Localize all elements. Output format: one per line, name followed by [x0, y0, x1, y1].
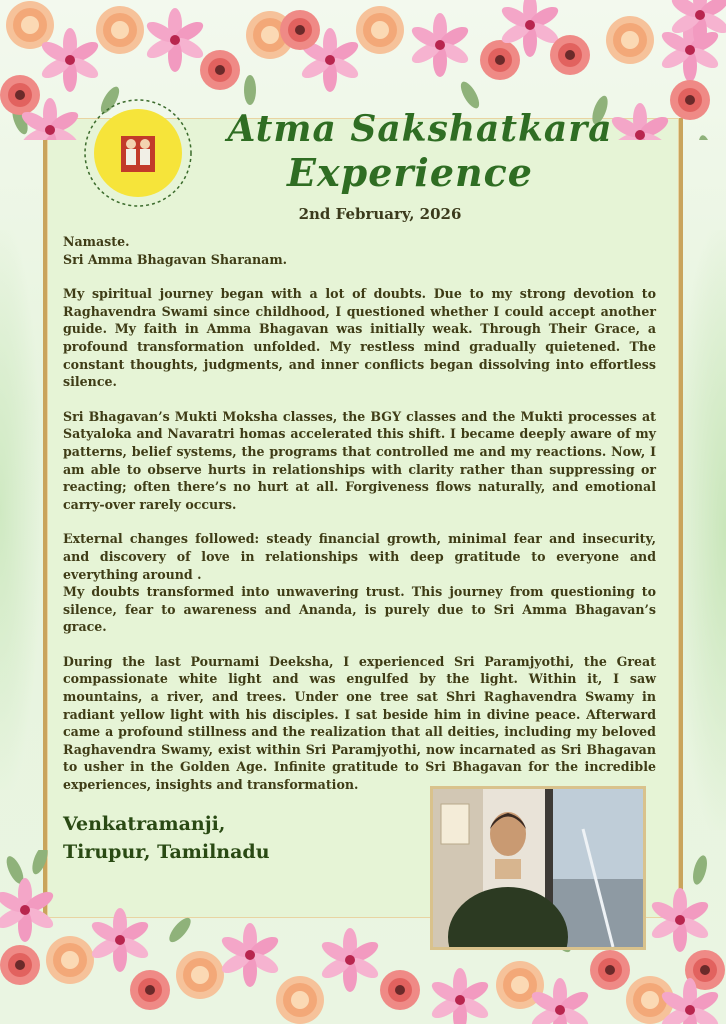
title-line-2: Experience: [287, 150, 533, 195]
author-photo: [430, 786, 646, 950]
title-line-1: Atma Sakshatkara: [227, 108, 613, 150]
paragraph-1: My spiritual journey began with a lot of doubts. Due to my strong devotion to Raghavendra Swami since childhood, I questioned whether I could accept another guide. My faith in Amma Bhagavan was initially weak. Through Their Grace, a profound transformation unfolded. My restless mind gradually quietened. The constant thoughts, judgments, and inner conflicts began dissolving into effortless silence.: [63, 286, 656, 390]
letter-date: 2nd February, 2026: [298, 205, 462, 223]
right-watercolor-wash: [676, 230, 726, 830]
paragraph-2: Sri Bhagavan’s Mukti Moksha classes, the BGY classes and the Mukti processes at Satyaloka and Navaratri homas accelerated this shift. I became deeply aware of my patterns, belief systems, the programs that controlled me and my reactions. Now, I am able to observe hurts in relationships with clarity rather than suppressing or reacting; often there’s no hurt at all. Forgiveness flows naturally, and emotional carry-over rarely occurs.: [63, 408, 656, 512]
greeting-line-2: Sri Amma Bhagavan Sharanam.: [63, 251, 288, 267]
signature-name: Venkatramanji,: [63, 813, 226, 835]
left-watercolor-wash: [0, 230, 40, 790]
greeting-line-1: Namaste.: [63, 234, 130, 249]
paragraph-5: During the last Pournami Deeksha, I experienced Sri Paramjyothi, the Great compassionate white light and was engulfed by the light. Within it, I saw mountains, a river, and trees. Under one tree sat Shri Raghavendra Swamy in radiant yellow light with his disciples. I sat beside him in divine peace. Afterward came a profound stillness and the realization that all deities, including my beloved Raghavendra Swamy, exist within Sri Paramjyothi, now incarnated as Sri Bhagavan to usher in the Golden Age. Infinite gratitude to Sri Bhagavan for the incredible experiences, insights and transformation.: [63, 653, 656, 793]
letter-body: [63, 233, 656, 811]
paragraph-3: External changes followed: steady financial growth, minimal fear and insecurity, and discovery of love in relationships with deep gratitude to everyone and everything around .: [63, 531, 656, 582]
paragraph-4: My doubts transformed into unwavering trust. This journey from questioning to silence, fear to awareness and Ananda, is purely due to Sri Amma Bhagavan’s grace.: [63, 584, 656, 635]
signature-location: Tirupur, Tamilnadu: [63, 841, 270, 863]
